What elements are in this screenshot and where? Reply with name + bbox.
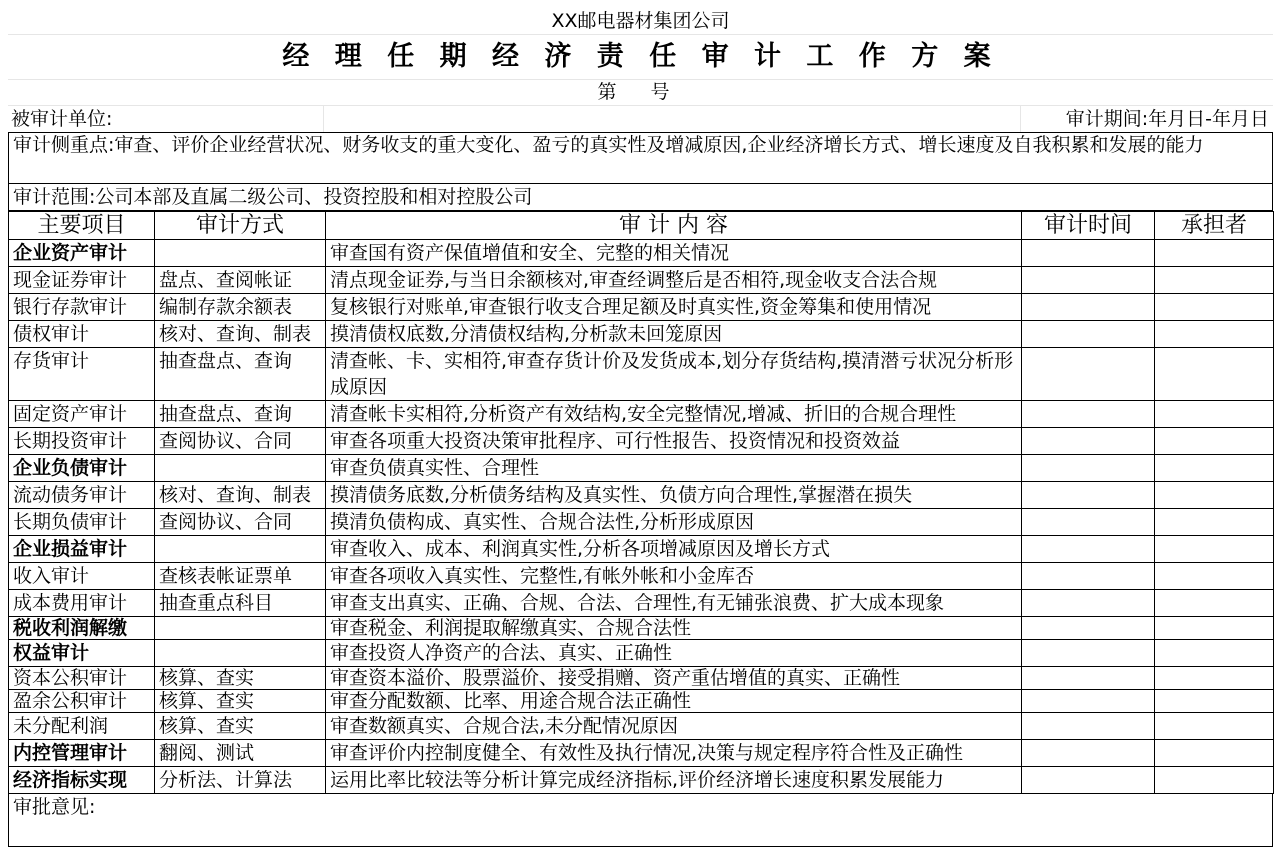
cell-content: 清查帐、卡、实相符,审查存货计价及发货成本,划分存货结构,摸清潜亏状况分析形成原因 — [326, 348, 1022, 401]
cell-method: 核对、查询、制表 — [155, 321, 326, 348]
column-header-assignee: 承担者 — [1155, 212, 1274, 240]
cell-time — [1022, 563, 1155, 590]
cell-method — [155, 640, 326, 667]
cell-item: 债权审计 — [9, 321, 155, 348]
cell-method: 翻阅、测试 — [155, 740, 326, 767]
cell-assignee — [1155, 640, 1274, 667]
cell-content: 运用比率比较法等分析计算完成经济指标,评价经济增长速度积累发展能力 — [326, 767, 1022, 794]
cell-content: 摸清负债构成、真实性、合规合法性,分析形成原因 — [326, 509, 1022, 536]
cell-time — [1022, 401, 1155, 428]
table-row — [9, 590, 1274, 617]
meta-row — [8, 106, 1273, 133]
cell-time — [1022, 294, 1155, 321]
cell-item: 存货审计 — [9, 348, 155, 401]
cell-method: 核算、查实 — [155, 713, 326, 740]
audit-focus: 审计侧重点:审查、评价企业经营状况、财务收支的重大变化、盈亏的真实性及增减原因,企业经济增长方式、增长速度及自我积累和发展的能力 — [9, 133, 1272, 184]
cell-method: 盘点、查阅帐证 — [155, 267, 326, 294]
cell-assignee — [1155, 740, 1274, 767]
cell-item: 经济指标实现 — [9, 767, 155, 794]
cell-method — [155, 536, 326, 563]
cell-assignee — [1155, 482, 1274, 509]
document-title: 经 理 任 期 经 济 责 任 审 计 工 作 方 案 — [8, 35, 1273, 80]
cell-assignee — [1155, 690, 1274, 713]
table-row — [9, 348, 1274, 401]
cell-item: 未分配利润 — [9, 713, 155, 740]
cell-item: 盈余公积审计 — [9, 690, 155, 713]
cell-assignee — [1155, 667, 1274, 690]
audited-unit-label: 被审计单位: — [11, 108, 113, 130]
cell-content: 清点现金证券,与当日余额核对,审查经调整后是否相符,现金收支合法合规 — [326, 267, 1022, 294]
cell-time — [1022, 713, 1155, 740]
column-header-time: 审计时间 — [1022, 212, 1155, 240]
cell-content: 审查数额真实、合规合法,未分配情况原因 — [326, 713, 1022, 740]
cell-method: 核对、查询、制表 — [155, 482, 326, 509]
cell-method: 抽查盘点、查询 — [155, 348, 326, 401]
cell-item: 税收利润解缴 — [9, 617, 155, 640]
cell-time — [1022, 348, 1155, 401]
cell-item: 长期负债审计 — [9, 509, 155, 536]
cell-method: 核算、查实 — [155, 690, 326, 713]
cell-assignee — [1155, 509, 1274, 536]
cell-item: 企业负债审计 — [9, 455, 155, 482]
cell-time — [1022, 617, 1155, 640]
cell-content: 摸清债务底数,分析债务结构及真实性、负债方向合理性,掌握潜在损失 — [326, 482, 1022, 509]
table-row — [9, 563, 1274, 590]
cell-content: 审查收入、成本、利润真实性,分析各项增减原因及增长方式 — [326, 536, 1022, 563]
audit-period: 审计期间:年月日-年月日 — [1065, 108, 1269, 130]
cell-method: 抽查盘点、查询 — [155, 401, 326, 428]
cell-time — [1022, 590, 1155, 617]
cell-content: 审查税金、利润提取解缴真实、合规合法性 — [326, 617, 1022, 640]
cell-time — [1022, 428, 1155, 455]
cell-assignee — [1155, 713, 1274, 740]
cell-content: 清查帐卡实相符,分析资产有效结构,安全完整情况,增减、折旧的合规合理性 — [326, 401, 1022, 428]
column-header-item: 主要项目 — [9, 212, 155, 240]
table-body — [9, 240, 1274, 794]
cell-time — [1022, 509, 1155, 536]
company-name: XX邮电器材集团公司 — [8, 8, 1273, 35]
table-row — [9, 713, 1274, 740]
table-row — [9, 401, 1274, 428]
table-row — [9, 240, 1274, 267]
cell-item: 成本费用审计 — [9, 590, 155, 617]
cell-method: 查核表帐证票单 — [155, 563, 326, 590]
table-row — [9, 482, 1274, 509]
cell-method — [155, 240, 326, 267]
cell-content: 审查负债真实性、合理性 — [326, 455, 1022, 482]
table-row — [9, 740, 1274, 767]
cell-time — [1022, 536, 1155, 563]
cell-item: 长期投资审计 — [9, 428, 155, 455]
cell-time — [1022, 640, 1155, 667]
column-header-content: 审 计 内 容 — [326, 212, 1022, 240]
cell-time — [1022, 482, 1155, 509]
cell-item: 权益审计 — [9, 640, 155, 667]
cell-item: 内控管理审计 — [9, 740, 155, 767]
table-row — [9, 509, 1274, 536]
cell-content: 复核银行对账单,审查银行收支合理足额及时真实性,资金筹集和使用情况 — [326, 294, 1022, 321]
cell-item: 企业资产审计 — [9, 240, 155, 267]
cell-assignee — [1155, 428, 1274, 455]
audit-plan-table — [8, 211, 1274, 794]
cell-assignee — [1155, 617, 1274, 640]
cell-assignee — [1155, 401, 1274, 428]
cell-time — [1022, 455, 1155, 482]
table-row — [9, 640, 1274, 667]
cell-content: 摸清债权底数,分清债权结构,分析款未回笼原因 — [326, 321, 1022, 348]
cell-assignee — [1155, 321, 1274, 348]
cell-item: 银行存款审计 — [9, 294, 155, 321]
document-number: 第 号 — [8, 80, 1273, 106]
cell-assignee — [1155, 536, 1274, 563]
cell-time — [1022, 240, 1155, 267]
cell-content: 审查支出真实、正确、合规、合法、合理性,有无铺张浪费、扩大成本现象 — [326, 590, 1022, 617]
table-row — [9, 667, 1274, 690]
cell-content: 审查投资人净资产的合法、真实、正确性 — [326, 640, 1022, 667]
table-row — [9, 617, 1274, 640]
cell-item: 资本公积审计 — [9, 667, 155, 690]
cell-method: 查阅协议、合同 — [155, 509, 326, 536]
cell-item: 流动债务审计 — [9, 482, 155, 509]
cell-content: 审查国有资产保值增值和安全、完整的相关情况 — [326, 240, 1022, 267]
cell-item: 现金证券审计 — [9, 267, 155, 294]
audit-plan-sheet — [8, 8, 1273, 847]
column-header-method: 审计方式 — [155, 212, 326, 240]
approval-opinion: 审批意见: — [8, 794, 1273, 847]
table-row — [9, 455, 1274, 482]
audit-scope: 审计范围:公司本部及直属二级公司、投资控股和相对控股公司 — [9, 184, 1272, 211]
cell-assignee — [1155, 590, 1274, 617]
cell-assignee — [1155, 240, 1274, 267]
cell-method: 分析法、计算法 — [155, 767, 326, 794]
cell-item: 固定资产审计 — [9, 401, 155, 428]
table-row — [9, 428, 1274, 455]
cell-method — [155, 455, 326, 482]
cell-content: 审查各项重大投资决策审批程序、可行性报告、投资情况和投资效益 — [326, 428, 1022, 455]
table-row — [9, 690, 1274, 713]
cell-time — [1022, 321, 1155, 348]
cell-time — [1022, 267, 1155, 294]
cell-method: 抽查重点科目 — [155, 590, 326, 617]
grid-divider — [323, 106, 324, 132]
cell-assignee — [1155, 767, 1274, 794]
cell-method: 编制存款余额表 — [155, 294, 326, 321]
cell-content: 审查分配数额、比率、用途合规合法正确性 — [326, 690, 1022, 713]
table-row — [9, 536, 1274, 563]
cell-method — [155, 617, 326, 640]
cell-content: 审查评价内控制度健全、有效性及执行情况,决策与规定程序符合性及正确性 — [326, 740, 1022, 767]
table-header-row — [9, 212, 1274, 240]
cell-method: 核算、查实 — [155, 667, 326, 690]
cell-time — [1022, 767, 1155, 794]
cell-assignee — [1155, 348, 1274, 401]
cell-method: 查阅协议、合同 — [155, 428, 326, 455]
cell-content: 审查资本溢价、股票溢价、接受捐赠、资产重估增值的真实、正确性 — [326, 667, 1022, 690]
table-row — [9, 267, 1274, 294]
table-row — [9, 321, 1274, 348]
cell-assignee — [1155, 455, 1274, 482]
cell-time — [1022, 740, 1155, 767]
grid-divider — [1020, 106, 1021, 132]
cell-content: 审查各项收入真实性、完整性,有帐外帐和小金库否 — [326, 563, 1022, 590]
table-row — [9, 767, 1274, 794]
cell-item: 收入审计 — [9, 563, 155, 590]
cell-time — [1022, 690, 1155, 713]
cell-item: 企业损益审计 — [9, 536, 155, 563]
cell-assignee — [1155, 294, 1274, 321]
cell-assignee — [1155, 267, 1274, 294]
cell-time — [1022, 667, 1155, 690]
table-row — [9, 294, 1274, 321]
cell-assignee — [1155, 563, 1274, 590]
